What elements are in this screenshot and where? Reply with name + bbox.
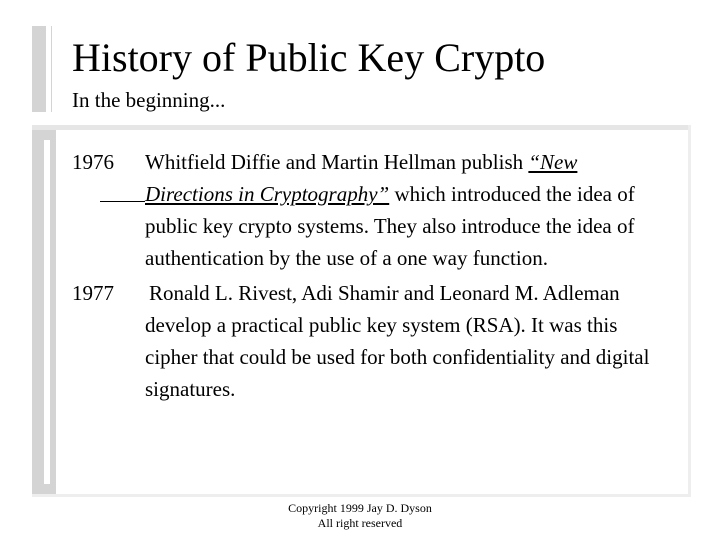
- copyright-line: Copyright 1999 Jay D. Dyson: [288, 501, 432, 515]
- title-accent-stripe: [46, 26, 51, 112]
- timeline-entry: [72, 146, 672, 274]
- entry-text-before: Whitfield Diffie and Martin Hellman publish: [145, 150, 529, 174]
- timeline-list: [72, 146, 672, 408]
- paper-title: “New Directions in Cryptography”: [145, 150, 578, 206]
- underline-stub: [100, 201, 145, 202]
- entry-description: Ronald L. Rivest, Adi Shamir and Leonard M. Adleman develop a practical public key system (RSA). It was this cipher that could be used for both confidentiality and digital signatures.: [145, 281, 650, 401]
- entry-year: 1977: [72, 281, 114, 305]
- body-bottom-border: [32, 494, 690, 497]
- body-right-border: [688, 125, 691, 497]
- entry-year: 1976: [72, 150, 114, 174]
- slide-subtitle: In the beginning...: [72, 88, 226, 112]
- timeline-entry: [72, 277, 672, 405]
- body-top-border: [32, 125, 690, 130]
- body-accent-stripe: [44, 140, 50, 484]
- entry-text-after: which introduced the idea of public key crypto systems. They also introduce the idea of authentication by the use of a one way function.: [145, 182, 635, 270]
- rights-line: All right reserved: [317, 516, 403, 530]
- copyright-footer: [260, 501, 460, 531]
- slide-title: History of Public Key Crypto: [72, 35, 546, 80]
- entry-description: [145, 146, 665, 274]
